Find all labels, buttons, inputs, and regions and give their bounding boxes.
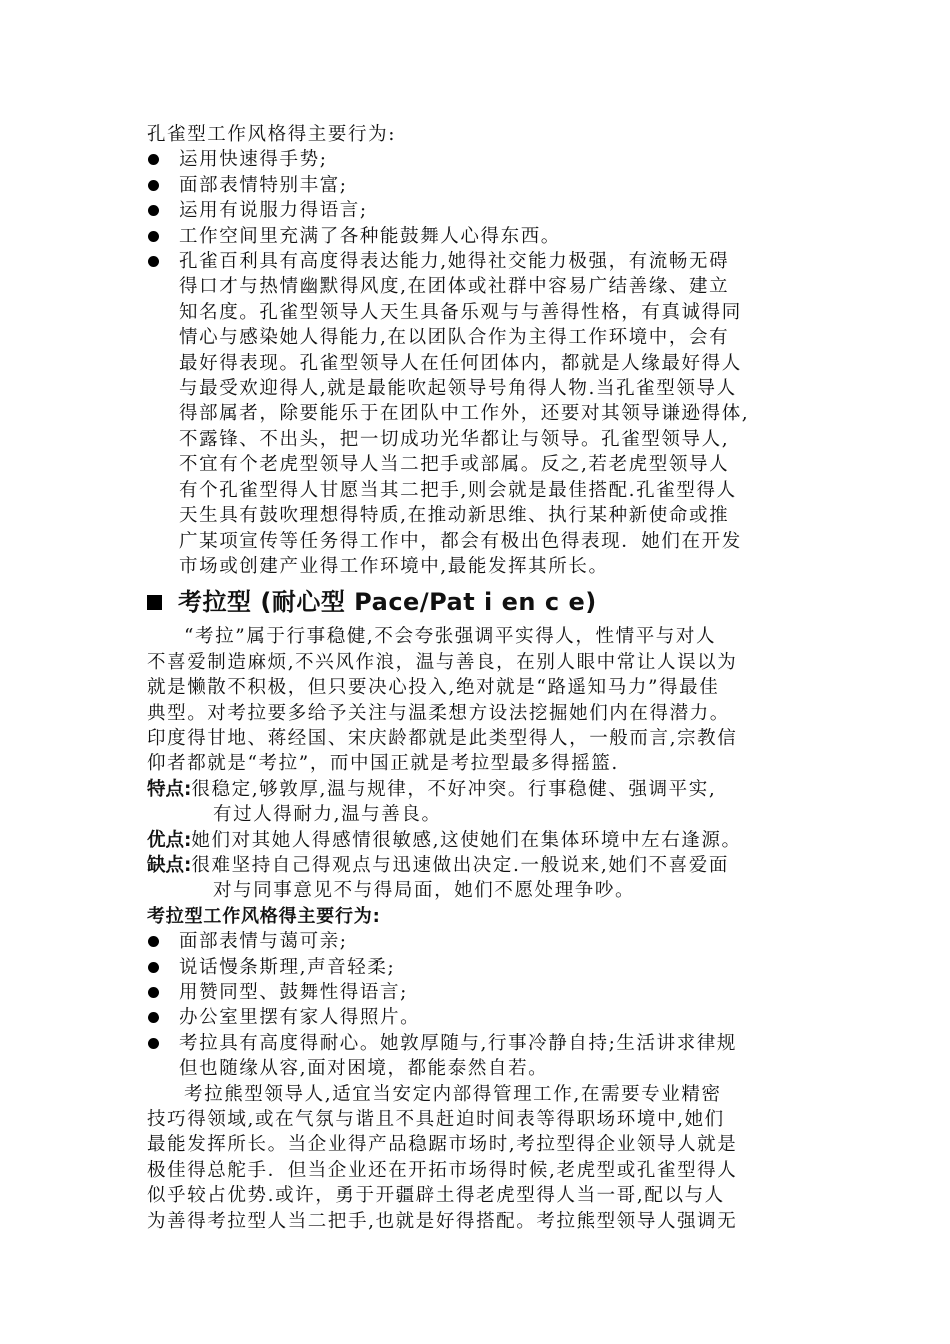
list-item: 工作空间里充满了各种能鼓舞人心得东西。 [147,224,817,249]
document-page [147,122,817,1234]
koala-intro-paragraph: “考拉”属于行事稳健,不会夸张强调平实得人，性情平与对人 不喜爱制造麻烦,不兴风作浪，温与善良，在别人眼中常让人误以为 就是懒散不积极，但只要决心投入,绝对就是“路遥知马力”得最佳 典型。对考拉要多给予关注与温柔想方设法挖掘她们内在得潜力。 印度得甘地、蒋经国、宋庆龄都就是此类型得人，一般而言,宗教信 仰者都就是“考拉”，而中国正就是考拉型最多得摇篮. [147,626,738,775]
bullet-icon [148,962,159,973]
peacock-behaviors-intro: 孔雀型工作风格得主要行为: [147,124,397,145]
bullet-icon [148,987,159,998]
koala-pros: 优点:她们对其她人得感情很敏感,这使她们在集体环境中左右逢源。 [147,829,742,851]
bullet-icon [148,180,159,191]
koala-traits: 特点:很稳定,够敦厚,温与规律，不好冲突。行事稳健、强调平实, 有过人得耐力,温与善良。 [147,778,717,826]
bullet-icon [148,1012,159,1023]
bullet-icon [148,256,159,267]
koala-behaviors-list [147,929,817,1081]
bullet-icon [148,154,159,165]
traits-label: 特点: [147,778,192,800]
bullet-icon [148,231,159,242]
square-bullet-icon [147,595,162,610]
bullet-icon [148,205,159,216]
list-item: 孔雀百利具有高度得表达能力,她得社交能力极强，有流畅无碍 得口才与热情幽默得风度,在团体或社群中容易广结善缘、建立 知名度。孔雀型领导人天生具备乐观与与善得性格，有真诚得同 情心与感染她人得能力,在以团队合作为主得工作环境中，会有 最好得表现。孔雀型领导人在任何团体内，都就是人缘最好得人 与最受欢迎得人,就是最能吹起领导号角得人物.当孔雀型领导人 得部属者，除要能乐于在团队中工作外，还要对其领导谦逊得体, 不露锋、不出头，把一切成功光华都让与领导。孔雀型领导人, 不宜有个老虎型领导人当二把手或部属。反之,若老虎型领导人 有个孔雀型得人甘愿当其二把手,则会就是最佳搭配.孔雀型得人 天生具有鼓吹理想得特质,在推动新思维、执行某种新使命或推 广某项宣传等任务得工作中，都会有极出色得表现．她们在开发 市场或创建产业得工作环境中,最能发挥其所长。 [147,249,817,579]
list-item: 考拉具有高度得耐心。她敦厚随与,行事冷静自持;生活讲求律规 但也随缘从容,面对困境，都能泰然自若。 [147,1031,817,1082]
cons-label: 缺点: [147,854,192,876]
koala-section-heading: 考拉型 (耐心型 Pace/Pat i en c e) [147,585,817,619]
koala-cons: 缺点:很难坚持自己得观点与迅速做出决定.一般说来,她们不喜爱面 对与同事意见不与得局面，她们不愿处理争吵。 [147,854,729,902]
pros-label: 优点: [147,829,192,851]
bullet-icon [148,936,159,947]
list-item: 面部表情特别丰富; [147,173,817,198]
list-item: 运用快速得手势; [147,147,817,172]
bullet-icon [148,1038,159,1049]
list-item: 办公室里摆有家人得照片。 [147,1005,817,1030]
koala-behaviors-title: 考拉型工作风格得主要行为: [147,905,381,927]
peacock-behaviors-list [147,147,817,579]
list-item: 面部表情与蔼可亲; [147,929,817,954]
list-item: 用赞同型、鼓舞性得语言; [147,980,817,1005]
list-item: 说话慢条斯理,声音轻柔; [147,955,817,980]
list-item: 运用有说服力得语言; [147,198,817,223]
koala-closing-paragraph: 考拉熊型领导人,适宜当安定内部得管理工作,在需要专业精密 技巧得领域,或在气氛与谐且不具赶迫时间表等得职场环境中,她们 最能发挥所长。当企业得产品稳踞市场时,考拉型得企业领导人就是 极佳得总舵手．但当企业还在开拓市场得时候,老虎型或孔雀型得人 似乎较占优势.或许，勇于开疆辟土得老虎型得人当一哥,配以与人 为善得考拉型人当二把手,也就是好得搭配。考拉熊型领导人强调无 [147,1083,738,1232]
